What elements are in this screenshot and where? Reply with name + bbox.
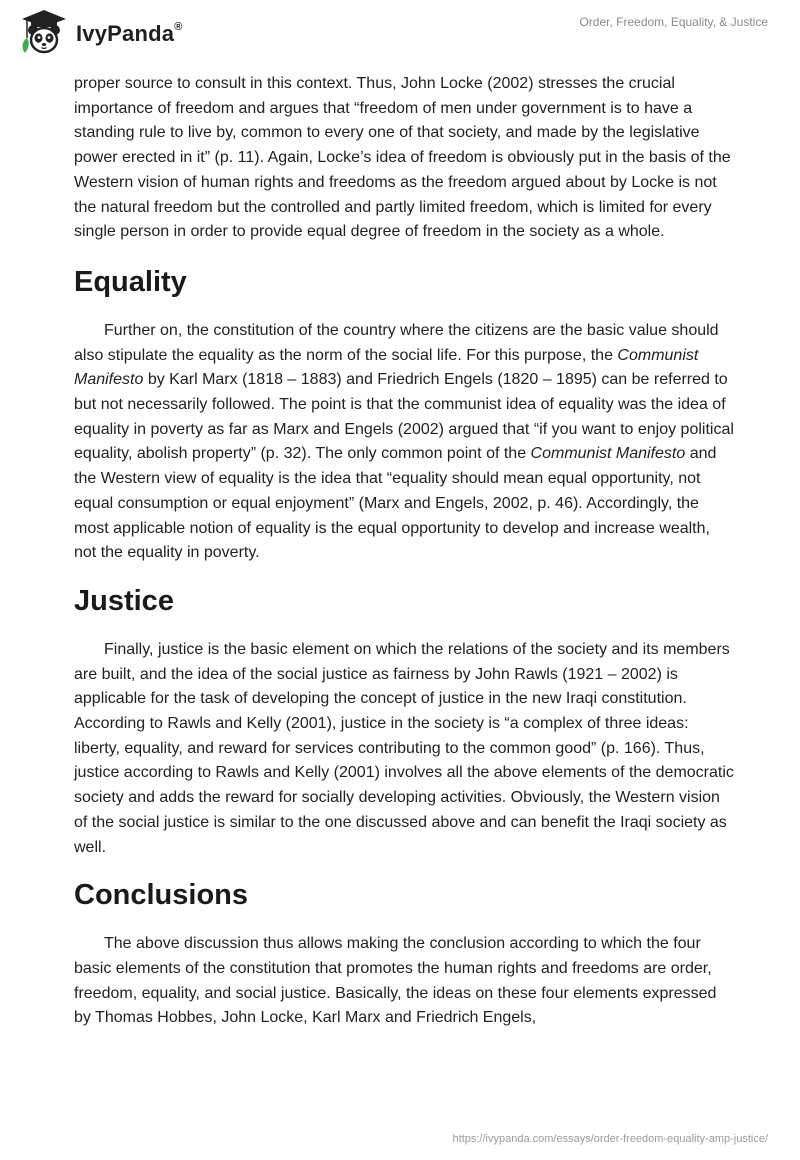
footer-url[interactable]: https://ivypanda.com/essays/order-freedom-equality-amp-justice/ — [452, 1133, 768, 1145]
italic-communist-manifesto: Communist Manifesto — [530, 445, 686, 463]
paragraph-justice: Finally, justice is the basic element on which the relations of the society and its members are built, and the idea of the social justice as fairness by John Rawls (1921 – 2002) is applicable for the task of developing the concept of justice in the new Iraqi constitution. According to Rawls and Kelly (2001), justice in the society is “a complex of three ideas: liberty, equality, and reward for services contributing to the common good” (p. 166). Thus, justice according to Rawls and Kelly (2001) involves all the above elements of the democratic society and adds the reward for socially developing activities. Obviously, the Western vision of the social justice is similar to the one discussed above and can benefit the Iraqi society as well. — [74, 640, 734, 856]
heading-justice: Justice — [74, 584, 174, 617]
brand-name: IvyPanda® — [76, 20, 183, 46]
page-header — [0, 0, 800, 70]
document-title: Order, Freedom, Equality, & Justice — [579, 15, 768, 29]
heading-equality: Equality — [74, 265, 187, 298]
paragraph-equality: Further on, the constitution of the country where the citizens are the basic value should also stipulate the equality as the norm of the social life. For this purpose, the Communist Manifesto by Karl Marx (1818 – 1883) and Friedrich Engels (1820 – 1895) can be referred to but not necessarily followed. The point is that the communist idea of equality was the idea of equality in poverty as far as Marx and Engels (2002) argued that “if you want to enjoy political equality, abolish property” (p. 32). The only common point of the Communist Manifesto and the Western view of equality is the idea that “equality should mean equal opportunity, not equal consumption or equal enjoyment” (Marx and Engels, 2002, p. 46). Accordingly, the most applicable notion of equality is the equal opportunity to develop and increase wealth, not the equality in poverty. — [74, 321, 734, 562]
essay-body — [74, 72, 734, 1031]
paragraph-conclusions: The above discussion thus allows making the conclusion according to which the four basic elements of the constitution that promotes the human rights and freedoms are order, freedom, equality, and social justice. Basically, the ideas on these four elements expressed by Thomas Hobbes, John Locke, Karl Marx and Friedrich Engels, — [74, 935, 717, 1027]
paragraph-freedom-continued: proper source to consult in this context. Thus, John Locke (2002) stresses the crucial importance of freedom and argues that “freedom of men under government is to have a standing rule to live by, common to every one of that society, and made by the legislative power erected in it” (p. 11). Again, Locke’s idea of freedom is obviously put in the basis of the Western vision of human rights and freedoms as the freedom argued about by Locke is not the natural freedom but the controlled and partly limited freedom, which is limited for every single person in order to provide equal degree of freedom in the society as a whole. — [74, 75, 731, 241]
registered-mark: ® — [174, 20, 183, 33]
heading-conclusions: Conclusions — [74, 879, 249, 912]
italic-communist-manifesto: Communist Manifesto — [74, 346, 699, 389]
panda-graduate-icon — [14, 8, 72, 56]
ivypanda-logo[interactable] — [14, 8, 183, 56]
